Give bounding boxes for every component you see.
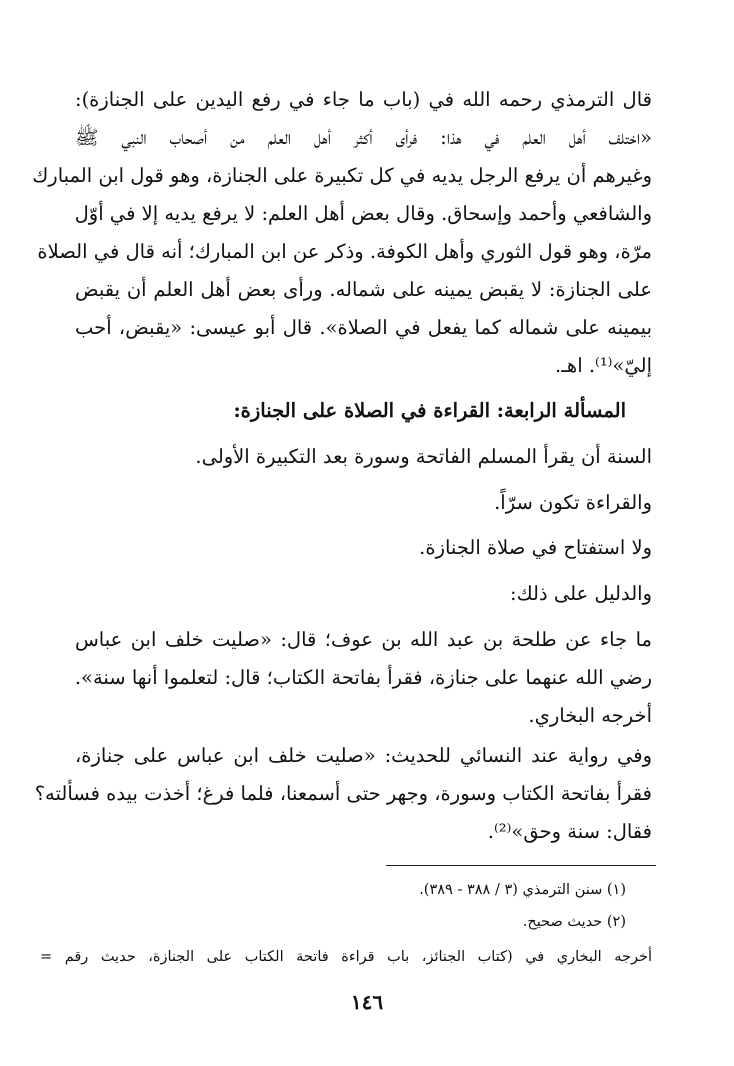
- text-line: إليّ»⁽¹⁾. اهـ.: [555, 354, 652, 377]
- text-line: والدليل على ذلك:: [510, 582, 652, 605]
- text-line: أخرجه البخاري.: [528, 704, 652, 727]
- text-line: فقال: سنة وحق»⁽²⁾.: [487, 820, 652, 843]
- text-line: مرّة، وهو قول الثوري وأهل الكوفة. وذكر عن ابن المبارك؛ أنه قال في الصلاة: [37, 240, 652, 263]
- page-number: ١٤٦: [350, 990, 384, 1014]
- footnote-divider: [386, 865, 656, 866]
- text-line: قال الترمذي رحمه الله في (باب ما جاء في رفع اليدين على الجنازة):: [75, 88, 652, 111]
- footnote-1: (١) سنن الترمذي (٣ / ٣٨٨ - ٣٨٩).: [419, 882, 626, 898]
- text-line: والقراءة تكون سرّاً.: [494, 491, 652, 514]
- text-line: على الجنازة: لا يقبض يمينه على شماله. ورأى بعض أهل العلم أن يقبض: [75, 278, 652, 301]
- section-heading: المسألة الرابعة: القراءة في الصلاة على الجنازة:: [233, 399, 626, 422]
- text-line: رضي الله عنهما على جنازة، فقرأ بفاتحة الكتاب؛ قال: لتعلموا أنها سنة».: [74, 666, 652, 689]
- text-line: بيمينه على شماله كما يفعل في الصلاة». قال أبو عيسى: «يقبض، أحب: [75, 316, 652, 339]
- text-line: «اختلف أهل العلم في هذا: فرأى أكثر أهل العلم من أصحاب النبي ﷺ: [75, 126, 652, 149]
- footnote-continuation: أخرجه البخاري في (كتاب الجنائز، باب قراءة فاتحة الكتاب على الجنازة، حديث رقم =: [40, 949, 652, 965]
- footnote-2: (٢) حديث صحيح.: [522, 914, 626, 930]
- text-line: وغيرهم أن يرفع الرجل يديه في كل تكبيرة على الجنازة، وهو قول ابن المبارك: [32, 164, 652, 187]
- text-line: فقرأ بفاتحة الكتاب وسورة، وجهر حتى أسمعنا، فلما فرغ؛ أخذت بيده فسألته؟: [34, 782, 652, 805]
- text-line: ما جاء عن طلحة بن عبد الله بن عوف؛ قال: «صليت خلف ابن عباس: [75, 628, 652, 651]
- text-line: والشافعي وأحمد وإسحاق. وقال بعض أهل العلم: لا يرفع يديه إلا في أوّل: [74, 202, 652, 225]
- text-line: السنة أن يقرأ المسلم الفاتحة وسورة بعد التكبيرة الأولى.: [195, 445, 652, 468]
- text-line: ولا استفتاح في صلاة الجنازة.: [419, 536, 652, 559]
- text-line: وفي رواية عند النسائي للحديث: «صليت خلف ابن عباس على جنازة،: [75, 744, 652, 767]
